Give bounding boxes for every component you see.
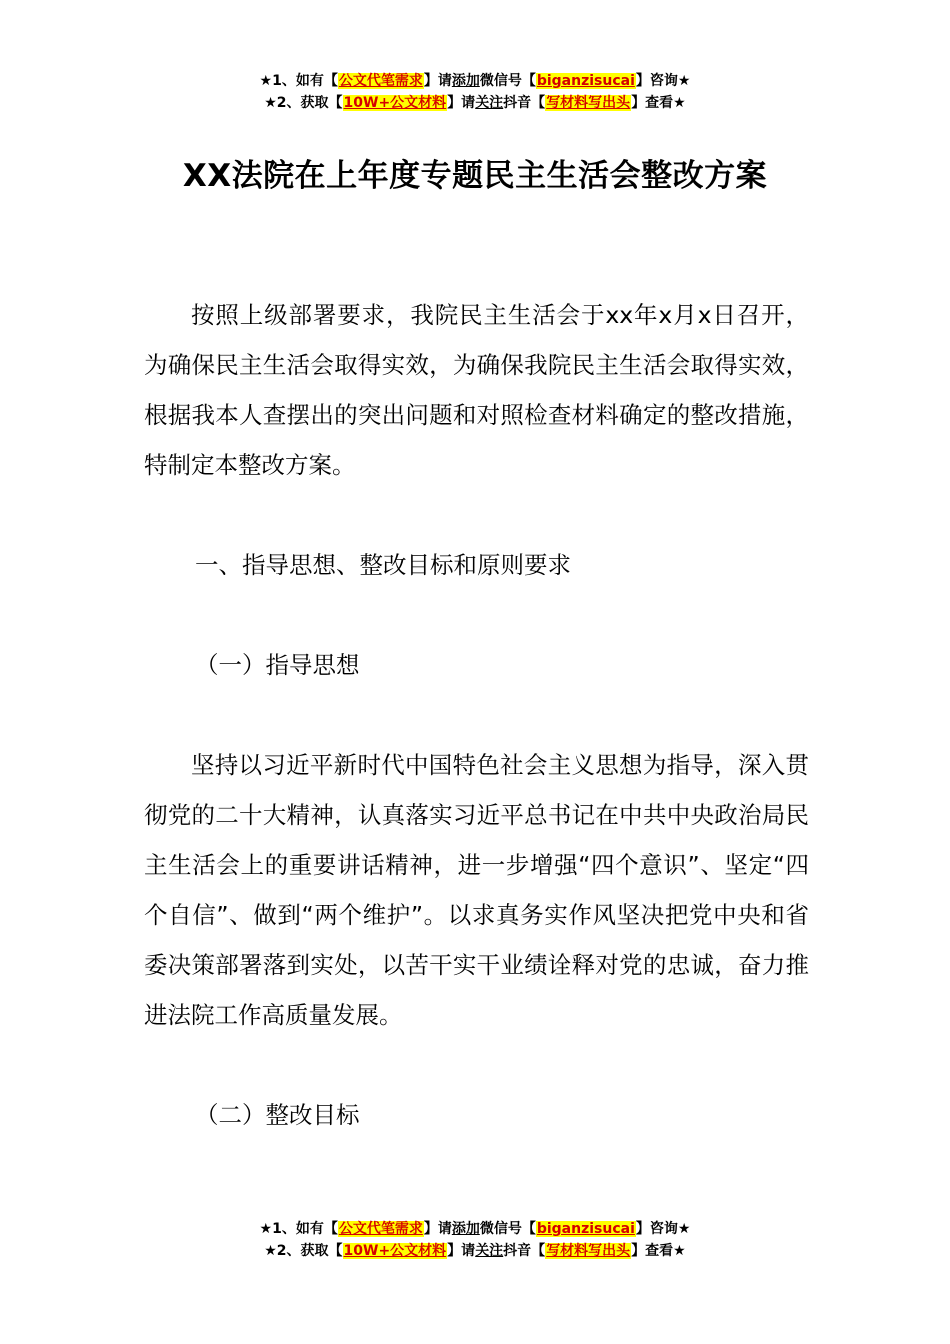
banner-highlight: 10W+公文材料 xyxy=(343,1243,447,1259)
banner-text: ★2、获取【 xyxy=(264,95,343,111)
banner-underline: 添加 xyxy=(451,73,480,89)
banner-highlight: biganzisucai xyxy=(536,73,635,89)
banner-highlight: 写材料写出头 xyxy=(546,1243,631,1259)
banner-underline: 关注 xyxy=(475,1243,504,1259)
banner-highlight: 写材料写出头 xyxy=(546,95,631,111)
banner-highlight: 10W+公文材料 xyxy=(343,95,447,111)
spacer xyxy=(144,590,809,640)
banner-highlight: 公文代笔需求 xyxy=(338,73,423,89)
intro-paragraph: 按照上级部署要求，我院民主生活会于xx年x月x日召开，为确保民主生活会取得实效，为确保我院民主生活会取得实效，根据我本人查摆出的突出问题和对照检查材料确定的整改措施，特制定本整改方案。 xyxy=(144,301,809,479)
subsection-heading: （二）整改目标 xyxy=(195,1101,360,1129)
banner-highlight: biganzisucai xyxy=(536,1221,635,1237)
banner-text: 微信号【 xyxy=(479,73,536,89)
banner-underline: 关注 xyxy=(475,95,504,111)
banner-text: ★1、如有【 xyxy=(259,1221,338,1237)
banner-line-2 xyxy=(0,1240,950,1262)
banner-line-1 xyxy=(0,70,950,92)
banner-text: 】查看★ xyxy=(631,1243,686,1259)
spacer xyxy=(144,1040,809,1090)
banner-text: 抖音【 xyxy=(503,95,546,111)
section-heading: 一、指导思想、整改目标和原则要求 xyxy=(195,551,571,579)
banner-text: 抖音【 xyxy=(503,1243,546,1259)
footer-banner xyxy=(0,1218,950,1262)
banner-text: ★1、如有【 xyxy=(259,73,338,89)
guiding-thought-paragraph: 坚持以习近平新时代中国特色社会主义思想为指导，深入贯彻党的二十大精神，认真落实习近平总书记在中共中央政治局民主生活会上的重要讲话精神，进一步增强“四个意识”、坚定“四个自信”、做到“两个维护”。以求真务实作风坚决把党中央和省委决策部署落到实处，以苦干实干业绩诠释对党的忠诚，奋力推进法院工作高质量发展。 xyxy=(144,751,809,1029)
banner-text: 微信号【 xyxy=(479,1221,536,1237)
banner-text: 】请 xyxy=(447,95,476,111)
banner-highlight: 公文代笔需求 xyxy=(338,1221,423,1237)
document-body xyxy=(144,290,809,1140)
banner-text: 】请 xyxy=(423,1221,452,1237)
banner-line-2 xyxy=(0,92,950,114)
banner-text: ★2、获取【 xyxy=(264,1243,343,1259)
spacer xyxy=(144,690,809,740)
banner-line-1 xyxy=(0,1218,950,1240)
spacer xyxy=(144,490,809,540)
banner-text: 】咨询★ xyxy=(635,73,691,89)
document-title: XX法院在上年度专题民主生活会整改方案 xyxy=(182,158,768,194)
banner-text: 】请 xyxy=(447,1243,476,1259)
subsection-heading: （一）指导思想 xyxy=(195,651,360,679)
banner-text: 】查看★ xyxy=(631,95,686,111)
header-banner xyxy=(0,70,950,114)
banner-underline: 添加 xyxy=(451,1221,480,1237)
banner-text: 】请 xyxy=(423,73,452,89)
banner-text: 】咨询★ xyxy=(635,1221,691,1237)
